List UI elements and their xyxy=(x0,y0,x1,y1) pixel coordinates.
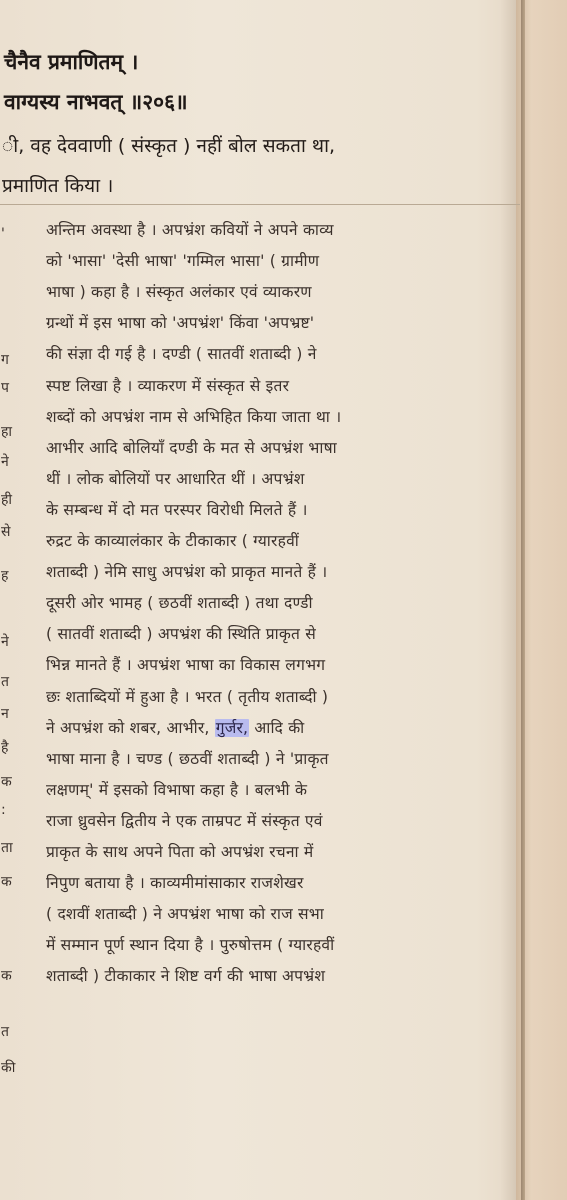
paragraph-line: दूसरी ओर भामह ( छठवीं शताब्दी ) तथा दण्डी xyxy=(46,594,313,613)
margin-fragment: है xyxy=(1,740,9,756)
margin-fragment: त xyxy=(1,1024,9,1040)
paragraph-line: को 'भासा' 'देसी भाषा' 'गम्मिल भासा' ( ग्रामीण xyxy=(46,252,320,271)
paragraph-line: राजा ध्रुवसेन द्वितीय ने एक ताम्रपट में संस्कृत एवं xyxy=(46,811,323,830)
paragraph-line: शताब्दी ) नेमि साधु अपभ्रंश को प्राकृत मानते हैं । xyxy=(46,563,328,582)
paragraph-line: शताब्दी ) टीकाकार ने शिष्ट वर्ग की भाषा अपभ्रंश xyxy=(46,967,326,986)
paragraph-line xyxy=(46,716,304,738)
paragraph-line: प्राकृत के साथ अपने पिता को अपभ्रंश रचना में xyxy=(46,843,314,861)
line-text: आदि की xyxy=(249,718,305,737)
margin-fragment: ने xyxy=(1,454,9,470)
margin-fragment: न xyxy=(1,706,9,722)
margin-fragment: ' xyxy=(1,226,5,242)
paragraph-line: ग्रन्थों में इस भाषा को 'अपभ्रंश' किंवा 'अपभ्रष्ट' xyxy=(46,314,315,333)
verse-line-1: चैनैव प्रमाणितम् । xyxy=(4,50,139,74)
margin-fragment: क xyxy=(1,874,12,890)
paragraph-line: स्पष्ट लिखा है । व्याकरण में संस्कृत से इतर xyxy=(46,376,290,395)
paragraph-line: में सम्मान पूर्ण स्थान दिया है । पुरुषोत्तम ( ग्यारहवीं xyxy=(46,936,335,955)
paragraph-line: ( दशवीं शताब्दी ) ने अपभ्रंश भाषा को राज सभा xyxy=(46,905,325,924)
margin-fragment: क xyxy=(1,968,12,984)
margin-fragment: की xyxy=(1,1060,16,1076)
margin-fragment: ह xyxy=(1,568,9,584)
margin-fragment: हा xyxy=(1,424,13,440)
paragraph-line: निपुण बताया है । काव्यमीमांसाकार राजशेखर xyxy=(46,874,304,893)
line-text: ने अपभ्रंश को शबर, आभीर, xyxy=(46,718,215,737)
margin-fragment: प xyxy=(1,380,9,396)
paragraph-line: ( सातवीं शताब्दी ) अपभ्रंश की स्थिति प्राकृत से xyxy=(46,625,316,644)
translation-line-2: प्रमाणित किया । xyxy=(2,175,114,197)
margin-fragment: ग xyxy=(1,352,9,368)
margin-fragment: ने xyxy=(1,634,9,650)
margin-fragment: : xyxy=(1,802,6,818)
margin-fragment: से xyxy=(1,524,11,540)
margin-fragment: त xyxy=(1,674,9,690)
paragraph-line: लक्षणम्' में इसको विभाषा कहा है । बलभी के xyxy=(46,780,308,799)
paragraph-line: के सम्बन्ध में दो मत परस्पर विरोधी मिलते हैं । xyxy=(46,500,308,519)
paragraph-line: आभीर आदि बोलियाँ दण्डी के मत से अपभ्रंश भाषा xyxy=(46,438,337,457)
paragraph-line: रुद्रट के काव्यालंकार के टीकाकार ( ग्यारहवीं xyxy=(46,532,299,550)
paragraph-line: अन्तिम अवस्था है । अपभ्रंश कवियों ने अपने काव्य xyxy=(46,221,334,239)
margin-fragment: ही xyxy=(1,492,13,508)
paragraph-line: की संज्ञा दी गई है । दण्डी ( सातवीं शताब्दी ) ने xyxy=(46,345,317,364)
paragraph-line: भाषा ) कहा है । संस्कृत अलंकार एवं व्याकरण xyxy=(46,283,312,302)
paragraph-line: भाषा माना है । चण्ड ( छठवीं शताब्दी ) ने 'प्राकृत xyxy=(46,749,329,768)
translation-line-1: ी, वह देववाणी ( संस्कृत ) नहीं बोल सकता था, xyxy=(2,135,336,157)
margin-fragment: ता xyxy=(1,840,13,856)
paragraph-line: छः शताब्दियों में हुआ है । भरत ( तृतीय शताब्दी ) xyxy=(46,687,329,706)
verse-line-2: वाग्यस्य नाभवत् ॥२०६॥ xyxy=(4,90,188,114)
highlighted-word[interactable]: गुर्जर, xyxy=(215,718,249,737)
paragraph-line: भिन्न मानते हैं । अपभ्रंश भाषा का विकास लगभग xyxy=(46,656,326,675)
margin-fragment: क xyxy=(1,774,12,790)
column-divider xyxy=(0,204,520,205)
paragraph-line: थीं । लोक बोलियों पर आधारित थीं । अपभ्रंश xyxy=(46,469,305,488)
paragraph-line: शब्दों को अपभ्रंश नाम से अभिहित किया जाता था । xyxy=(46,407,342,426)
